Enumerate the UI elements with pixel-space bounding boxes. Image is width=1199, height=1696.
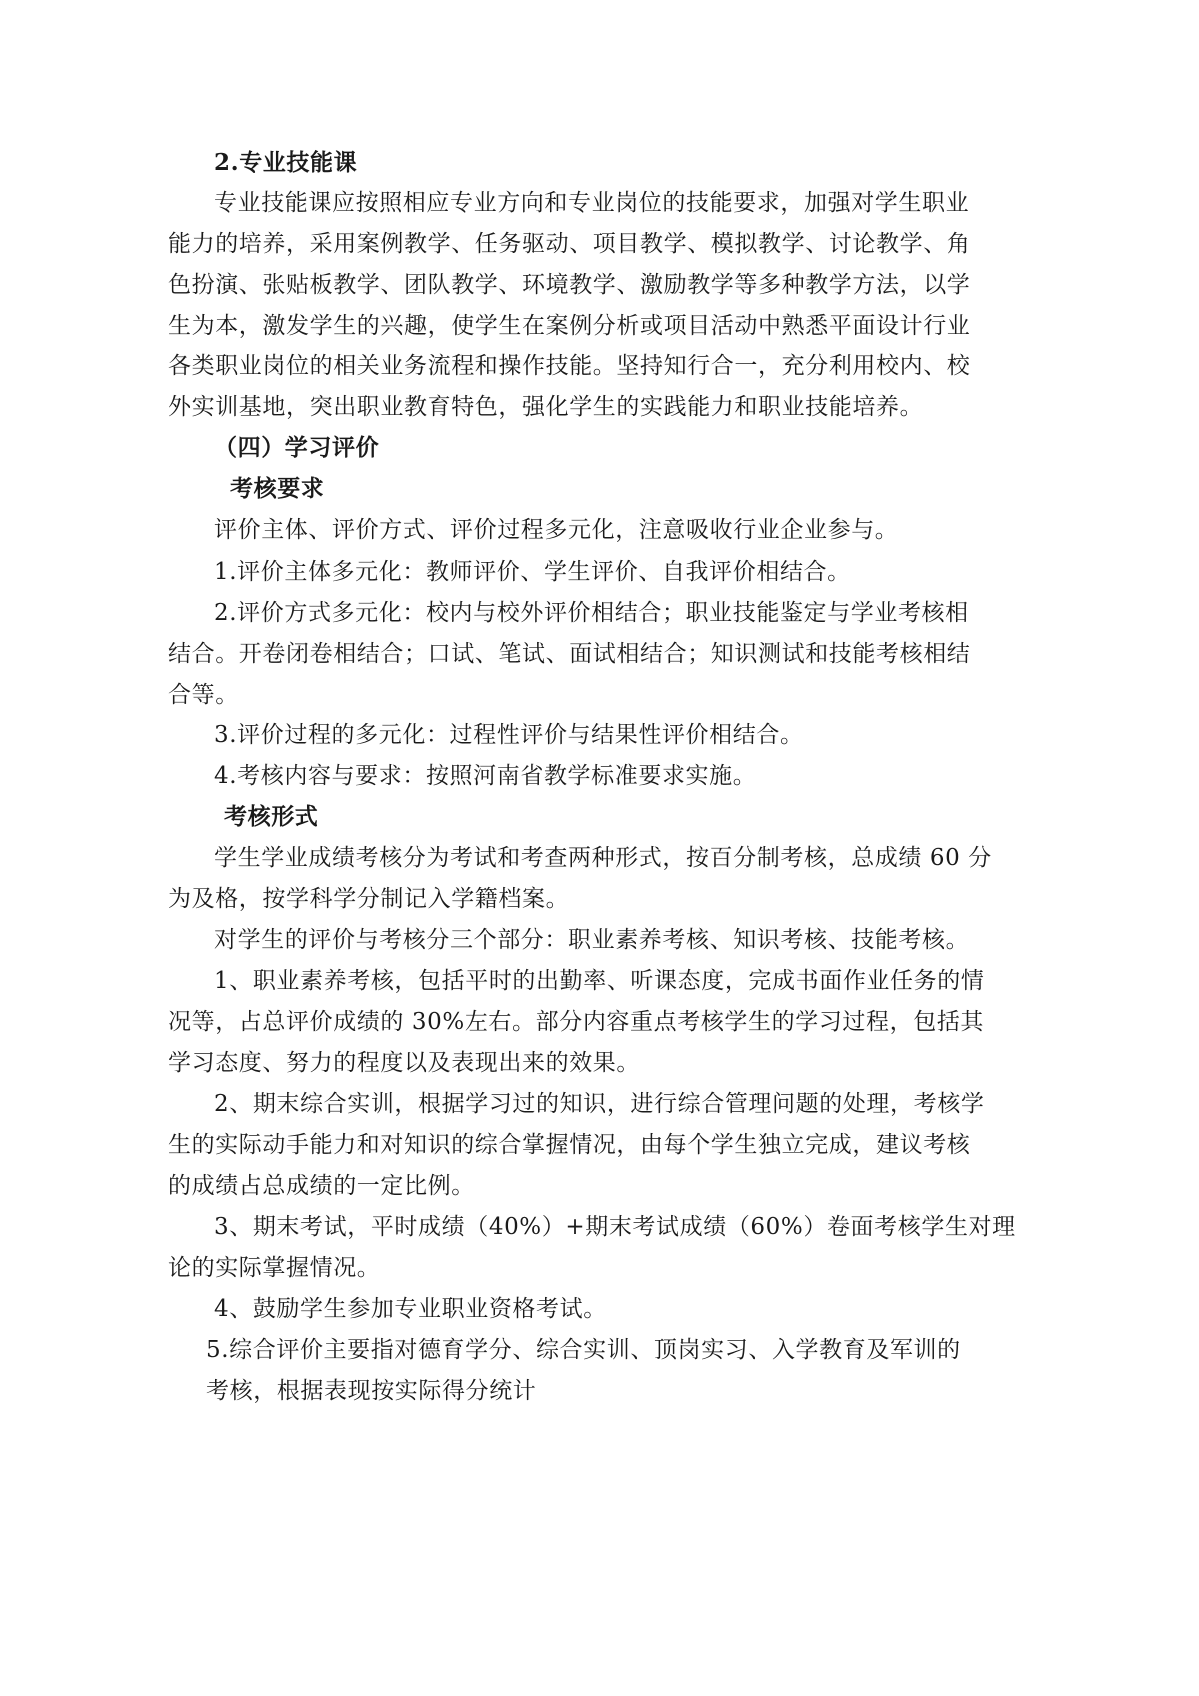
requirement-item-2-line: 结合。开卷闭卷相结合；口试、笔试、面试相结合；知识测试和技能考核相结 [168, 641, 971, 667]
assessment-requirements-heading: 考核要求 [230, 475, 325, 502]
assessment-requirements-intro: 评价主体、评价方式、评价过程多元化，注意吸收行业企业参与。 [214, 517, 899, 543]
paragraph-line: 生为本，激发学生的兴趣，使学生在案例分析或项目活动中熟悉平面设计行业 [168, 313, 971, 339]
assessment-form-heading: 考核形式 [224, 803, 319, 830]
requirement-item-1: 1.评价主体多元化：教师评价、学生评价、自我评价相结合。 [214, 559, 851, 585]
form-item-5-line: 5.综合评价主要指对德育学分、综合实训、顶岗实习、入学教育及军训的 [206, 1337, 961, 1363]
form-para-1-line: 为及格，按学科学分制记入学籍档案。 [168, 886, 570, 912]
form-item-2-line: 2、期末综合实训，根据学习过的知识，进行综合管理问题的处理，考核学 [214, 1091, 985, 1117]
paragraph-line: 能力的培养，采用案例教学、任务驱动、项目教学、模拟教学、讨论教学、角 [168, 231, 971, 257]
form-item-4: 4、鼓励学生参加专业职业资格考试。 [214, 1296, 607, 1322]
paragraph-line: 色扮演、张贴板教学、团队教学、环境教学、激励教学等多种教学方法，以学 [168, 272, 971, 298]
form-para-1-line: 学生学业成绩考核分为考试和考查两种形式，按百分制考核，总成绩 60 分 [214, 845, 992, 871]
form-item-1-line: 况等，占总评价成绩的 30%左右。部分内容重点考核学生的学习过程，包括其 [168, 1009, 985, 1035]
form-item-5-line: 考核，根据表现按实际得分统计 [206, 1378, 537, 1404]
form-item-3-line: 3、期末考试，平时成绩（40%）+期末考试成绩（60%）卷面考核学生对理 [214, 1214, 1016, 1240]
requirement-item-4: 4.考核内容与要求：按照河南省教学标准要求实施。 [214, 763, 757, 789]
form-item-2-line: 生的实际动手能力和对知识的综合掌握情况，由每个学生独立完成，建议考核 [168, 1132, 971, 1158]
paragraph-line: 外实训基地，突出职业教育特色，强化学生的实践能力和职业技能培养。 [168, 394, 924, 420]
paragraph-line: 专业技能课应按照相应专业方向和专业岗位的技能要求，加强对学生职业 [214, 190, 970, 216]
form-item-2-line: 的成绩占总成绩的一定比例。 [168, 1173, 475, 1199]
requirement-item-2-line: 2.评价方式多元化：校内与校外评价相结合；职业技能鉴定与学业考核相 [214, 600, 969, 626]
requirement-item-2-line: 合等。 [168, 682, 239, 708]
section-4-heading: （四）学习评价 [214, 434, 380, 461]
requirement-item-3: 3.评价过程的多元化：过程性评价与结果性评价相结合。 [214, 722, 804, 748]
section-2-heading: 2.专业技能课 [214, 149, 358, 176]
form-item-1-line: 1、职业素养考核，包括平时的出勤率、听课态度，完成书面作业任务的情 [214, 968, 985, 994]
form-item-1-line: 学习态度、努力的程度以及表现出来的效果。 [168, 1050, 640, 1076]
form-item-3-line: 论的实际掌握情况。 [168, 1255, 381, 1281]
form-para-2: 对学生的评价与考核分三个部分：职业素养考核、知识考核、技能考核。 [214, 927, 970, 953]
paragraph-line: 各类职业岗位的相关业务流程和操作技能。坚持知行合一，充分利用校内、校 [168, 353, 971, 379]
